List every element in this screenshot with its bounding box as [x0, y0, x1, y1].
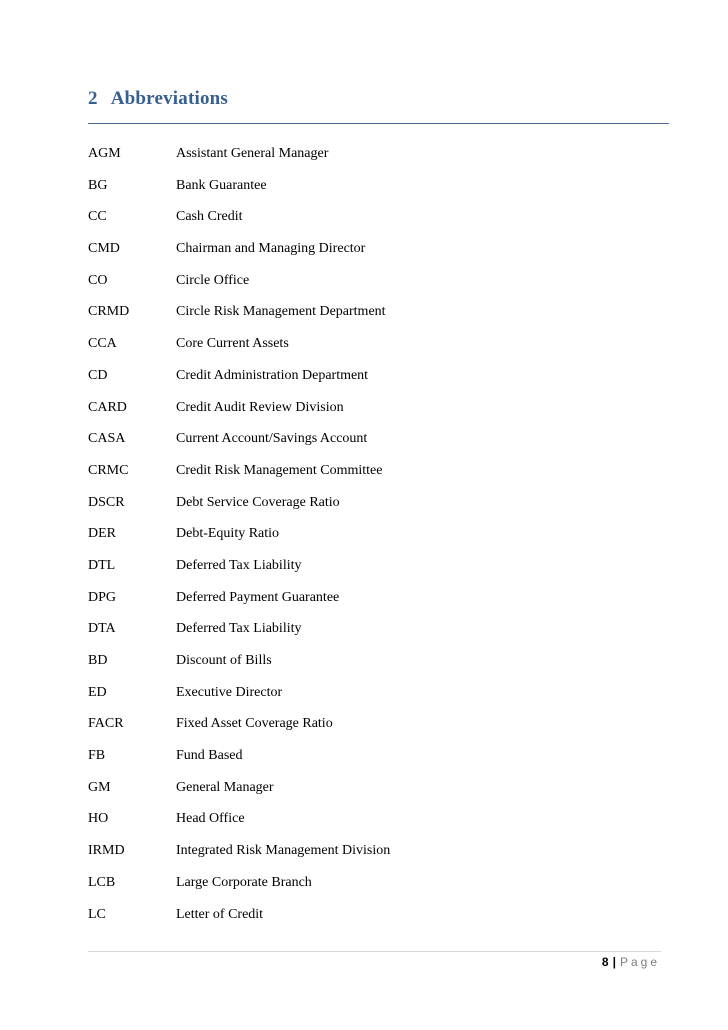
abbreviation-code: ED: [88, 684, 107, 700]
abbreviation-row: [88, 684, 648, 716]
abbreviation-code: LCB: [88, 874, 116, 890]
abbreviation-row: [88, 240, 648, 272]
abbreviation-row: [88, 842, 648, 874]
abbreviation-meaning: Integrated Risk Management Division: [176, 843, 391, 859]
abbreviation-meaning: Core Current Assets: [176, 336, 289, 352]
abbreviation-code: FACR: [88, 716, 124, 732]
abbreviation-code: CRMD: [88, 304, 130, 320]
abbreviation-meaning: Credit Risk Management Committee: [176, 462, 383, 478]
abbreviation-row: [88, 589, 648, 621]
abbreviation-row: [88, 557, 648, 589]
abbreviation-row: [88, 810, 648, 842]
abbreviation-code: AGM: [88, 146, 121, 161]
abbreviation-code: DSCR: [88, 494, 125, 510]
abbreviation-code: CD: [88, 367, 108, 383]
abbreviation-row: [88, 208, 648, 240]
abbreviation-row: [88, 906, 648, 938]
abbreviation-code: CRMC: [88, 462, 129, 478]
abbreviation-meaning: Current Account/Savings Account: [176, 431, 368, 447]
abbreviation-row: [88, 335, 648, 367]
abbreviation-meaning: Debt-Equity Ratio: [176, 526, 280, 542]
page-label: Page: [619, 955, 660, 969]
page-number: 8: [601, 955, 609, 969]
abbreviation-code: BG: [88, 177, 108, 193]
abbreviation-meaning: Bank Guarantee: [176, 177, 267, 193]
abbreviation-meaning: Deferred Tax Liability: [176, 621, 302, 637]
abbreviation-meaning: Executive Director: [176, 684, 283, 700]
abbreviation-meaning: Cash Credit: [176, 209, 243, 225]
footer-divider: [88, 951, 661, 952]
abbreviation-code: HO: [88, 811, 109, 827]
abbreviation-code: CMD: [88, 241, 120, 257]
abbreviation-code: DPG: [88, 589, 117, 605]
abbreviation-code: CCA: [88, 336, 117, 352]
abbreviation-list: [88, 145, 648, 937]
abbreviation-meaning: Assistant General Manager: [176, 146, 329, 161]
abbreviation-row: [88, 303, 648, 335]
heading-underline: [88, 123, 669, 124]
abbreviation-meaning: Circle Risk Management Department: [176, 304, 386, 320]
abbreviation-row: [88, 145, 648, 177]
abbreviation-meaning: Fixed Asset Coverage Ratio: [176, 716, 333, 732]
abbreviation-row: [88, 652, 648, 684]
abbreviation-row: [88, 367, 648, 399]
abbreviation-meaning: Circle Office: [176, 272, 250, 288]
abbreviation-meaning: Debt Service Coverage Ratio: [176, 494, 340, 510]
abbreviation-meaning: Credit Audit Review Division: [176, 399, 344, 415]
abbreviation-meaning: General Manager: [176, 779, 274, 795]
section-heading: [88, 88, 228, 110]
abbreviation-meaning: Credit Administration Department: [176, 367, 369, 383]
abbreviation-code: GM: [88, 779, 111, 795]
abbreviation-code: CO: [88, 272, 108, 288]
abbreviation-row: [88, 874, 648, 906]
abbreviation-meaning: Large Corporate Branch: [176, 874, 312, 890]
abbreviation-row: [88, 715, 648, 747]
section-number: 2: [88, 88, 98, 109]
abbreviation-meaning: Head Office: [176, 811, 245, 827]
abbreviation-row: [88, 462, 648, 494]
abbreviation-code: IRMD: [88, 843, 125, 859]
abbreviation-row: [88, 494, 648, 526]
abbreviation-code: CC: [88, 209, 107, 225]
abbreviation-meaning: Fund Based: [176, 748, 243, 764]
abbreviation-code: CASA: [88, 431, 126, 447]
abbreviation-row: [88, 430, 648, 462]
abbreviation-meaning: Discount of Bills: [176, 653, 272, 668]
abbreviation-row: [88, 525, 648, 557]
abbreviation-code: DER: [88, 526, 116, 542]
page-footer: [602, 955, 660, 969]
abbreviation-row: [88, 747, 648, 779]
abbreviation-meaning: Deferred Tax Liability: [176, 557, 302, 573]
section-title: Abbreviations: [110, 88, 229, 109]
abbreviation-row: [88, 779, 648, 811]
abbreviation-meaning: Chairman and Managing Director: [176, 241, 366, 257]
abbreviation-meaning: Letter of Credit: [176, 906, 264, 922]
abbreviation-code: FB: [88, 748, 106, 764]
abbreviation-code: LC: [88, 906, 106, 922]
abbreviation-row: [88, 177, 648, 209]
abbreviation-code: CARD: [88, 399, 127, 415]
abbreviation-meaning: Deferred Payment Guarantee: [176, 589, 340, 605]
abbreviation-row: [88, 620, 648, 652]
footer-separator: |: [612, 955, 616, 969]
abbreviation-row: [88, 399, 648, 431]
abbreviation-row: [88, 272, 648, 304]
abbreviation-code: DTL: [88, 557, 116, 573]
abbreviation-code: BD: [88, 653, 108, 668]
abbreviation-code: DTA: [88, 621, 116, 637]
